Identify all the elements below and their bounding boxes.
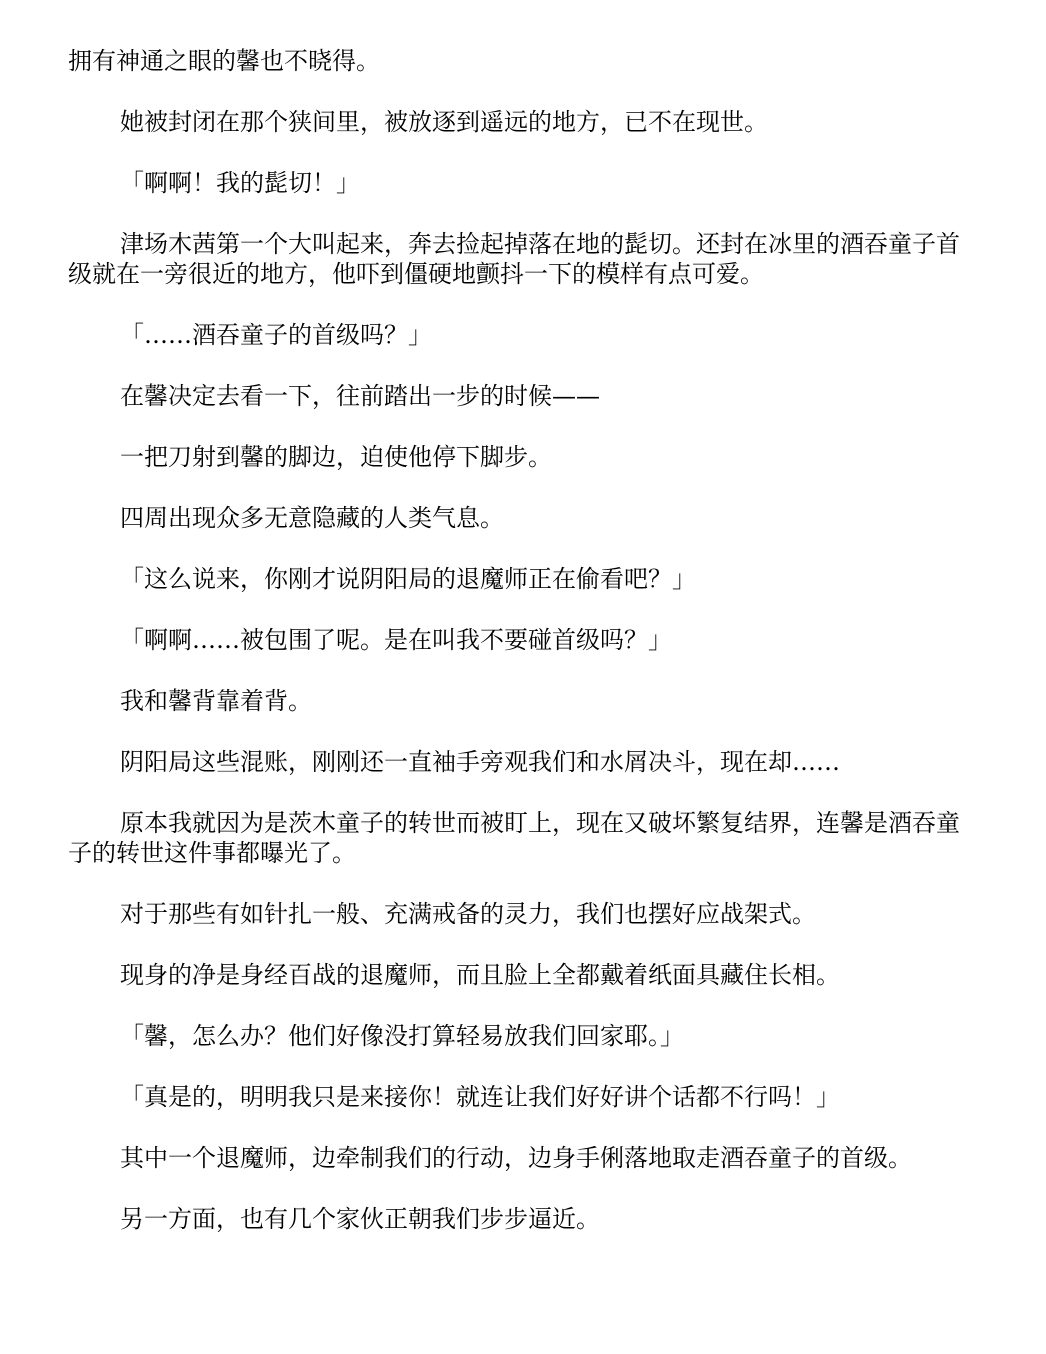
paragraph-11: 我和馨背靠着背。 <box>120 687 312 715</box>
paragraph-6: 在馨决定去看一下，往前踏出一步的时候—— <box>120 382 600 410</box>
paragraph-2: 她被封闭在那个狭间里，被放逐到遥远的地方，已不在现世。 <box>120 108 768 136</box>
paragraph-13: 原本我就因为是茨木童子的转世而被盯上，现在又破坏繁复结界，连馨是酒吞童子的转世这件事都曝光了。 <box>68 809 960 867</box>
paragraph-15: 现身的净是身经百战的退魔师，而且脸上全都戴着纸面具藏住长相。 <box>120 961 840 989</box>
paragraph-1: 拥有神通之眼的馨也不晓得。 <box>68 47 380 75</box>
paragraph-10: 「啊啊……被包围了呢。是在叫我不要碰首级吗？」 <box>120 626 672 654</box>
paragraph-19: 另一方面，也有几个家伙正朝我们步步逼近。 <box>120 1205 600 1233</box>
paragraph-16: 「馨，怎么办？他们好像没打算轻易放我们回家耶。」 <box>120 1022 684 1050</box>
paragraph-4: 津场木茜第一个大叫起来，奔去捡起掉落在地的髭切。还封在冰里的酒吞童子首级就在一旁很近的地方，他吓到僵硬地颤抖一下的模样有点可爱。 <box>68 230 960 288</box>
paragraph-17: 「真是的，明明我只是来接你！就连让我们好好讲个话都不行吗！」 <box>120 1083 840 1111</box>
paragraph-9: 「这么说来，你刚才说阴阳局的退魔师正在偷看吧？」 <box>120 565 696 593</box>
paragraph-12: 阴阳局这些混账，刚刚还一直袖手旁观我们和水屑决斗，现在却…… <box>120 748 840 776</box>
paragraph-14: 对于那些有如针扎一般、充满戒备的灵力，我们也摆好应战架式。 <box>120 900 816 928</box>
paragraph-8: 四周出现众多无意隐藏的人类气息。 <box>120 504 504 532</box>
paragraph-5: 「……酒吞童子的首级吗？」 <box>120 321 432 349</box>
paragraph-7: 一把刀射到馨的脚边，迫使他停下脚步。 <box>120 443 552 471</box>
paragraph-18: 其中一个退魔师，边牵制我们的行动，边身手俐落地取走酒吞童子的首级。 <box>120 1144 912 1172</box>
paragraph-3: 「啊啊！我的髭切！」 <box>120 169 360 197</box>
